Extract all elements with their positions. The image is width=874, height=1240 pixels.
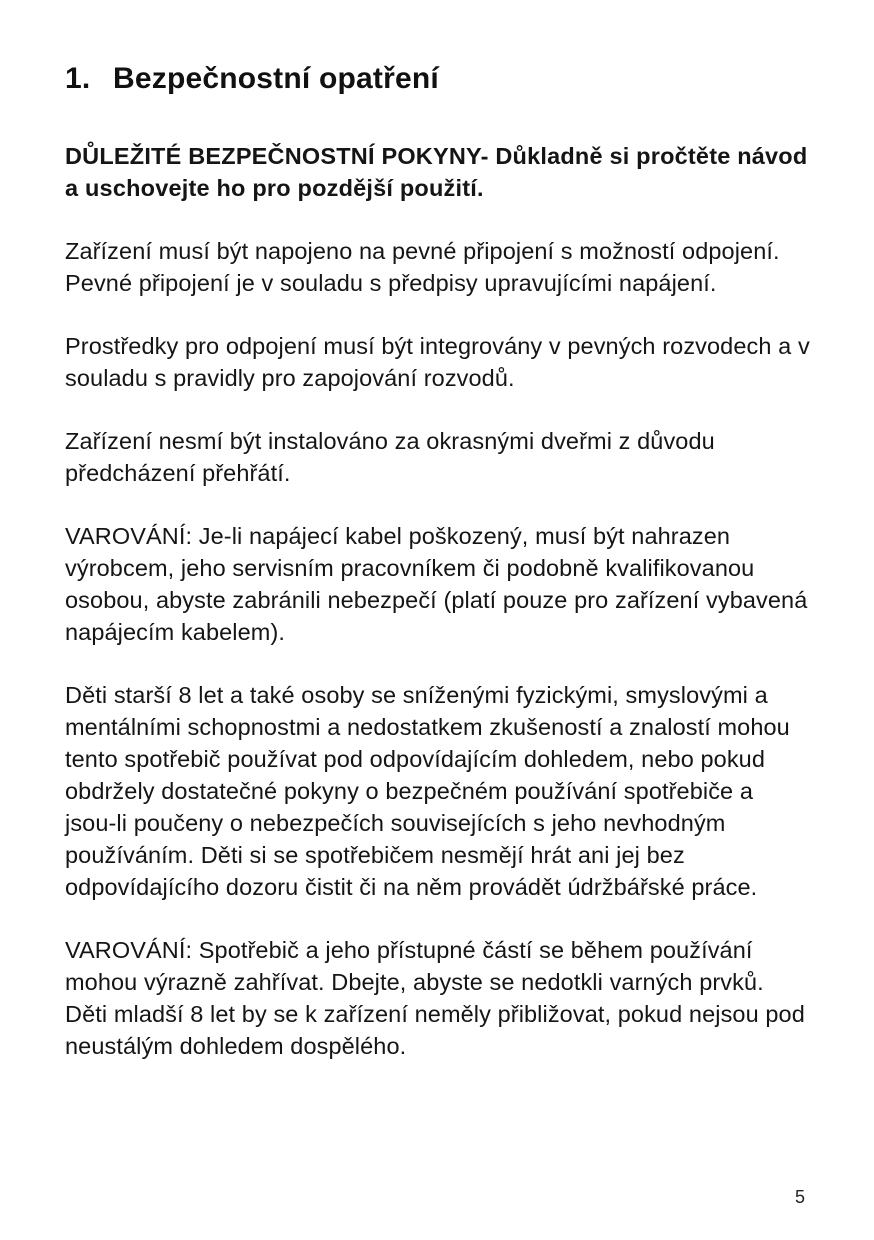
page-content bbox=[65, 62, 810, 1093]
paragraph-decorative-door: Zařízení nesmí být instalováno za okrasnými dveřmi z důvodu předcházení přehřátí. bbox=[65, 428, 715, 486]
section-heading bbox=[65, 62, 810, 96]
section-title: Bezpečnostní opatření bbox=[113, 62, 439, 95]
paragraph-disconnection-means: Prostředky pro odpojení musí být integrovány v pevných rozvodech a v souladu s pravidly pro zapojování rozvodů. bbox=[65, 333, 810, 391]
warning-power-cable: VAROVÁNÍ: Je-li napájecí kabel poškozený, musí být nahrazen výrobcem, jeho servisním pracovníkem či podobně kvalifikovanou osobou, abyste zabránili nebezpečí (platí pouze pro zařízení vybavená napájecím kabelem). bbox=[65, 523, 808, 645]
warning-hot-surfaces: VAROVÁNÍ: Spotřebič a jeho přístupné částí se během používání mohou výrazně zahřívat. Dbejte, abyste se nedotkli varných prvků. Děti mladší 8 let by se k zařízení neměly přibližovat, pokud nejsou pod neustálým dohledem dospělého. bbox=[65, 937, 805, 1059]
page-number: 5 bbox=[794, 1187, 805, 1207]
section-number: 1. bbox=[65, 62, 91, 95]
paragraph-fixed-connection: Zařízení musí být napojeno na pevné připojení s možností odpojení. Pevné připojení je v souladu s předpisy upravujícími napájení. bbox=[65, 238, 780, 296]
paragraph-children-usage: Děti starší 8 let a také osoby se sníženými fyzickými, smyslovými a mentálními schopnostmi a nedostatkem zkušeností a znalostí mohou tento spotřebič používat pod odpovídajícím dohledem, nebo pokud obdržely dostatečné pokyny o bezpečném používání spotřebiče a jsou-li poučeny o nebezpečích souvisejících s jeho nevhodným používáním. Děti si se spotřebičem nesmějí hrát ani jej bez odpovídajícího dozoru čistit či na něm provádět údržbářské práce. bbox=[65, 682, 790, 900]
important-safety-intro: DŮLEŽITÉ BEZPEČNOSTNÍ POKYNY- Důkladně si pročtěte návod a uschovejte ho pro pozdější použití. bbox=[65, 143, 808, 201]
